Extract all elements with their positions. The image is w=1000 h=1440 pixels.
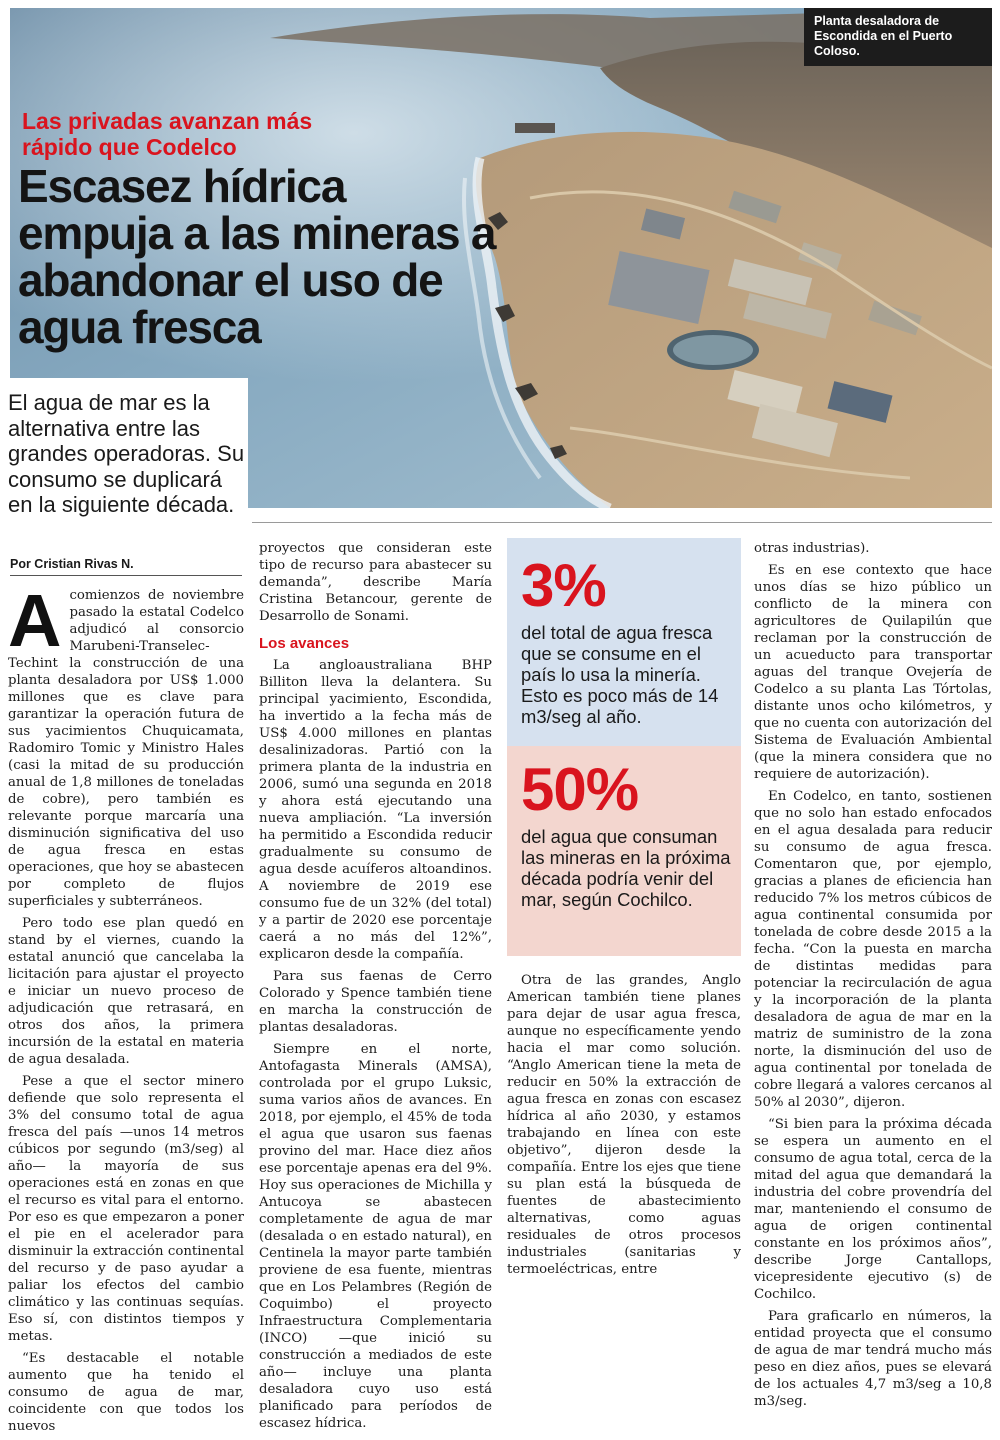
stat-description: del agua que consuman las mineras en la próxima década podría venir del mar, según Cochilco. xyxy=(521,826,731,910)
lead-text: El agua de mar es la alternativa entre las grandes operadoras. Su consumo se duplicará en la siguiente década. xyxy=(8,390,245,517)
paragraph: Otra de las grandes, Anglo American también tiene planes para dejar de usar agua fresca, aunque no específicamente yendo hacia el mar como solución. “Anglo American tiene la meta de reducir en 50% la extracción de agua fresca en zonas con escasez hídrica al año 2030, y estamos trabajando en línea con este objetivo”, dijeron desde la compañía. Entre los ejes que tiene su plan está la búsqueda de fuentes de abastecimiento alternativas, como aguas residuales de otros procesos industriales (sanitarias y termoeléctricas, entre xyxy=(507,973,741,1277)
paragraph: otras industrias). xyxy=(754,541,870,556)
article-column-4 xyxy=(754,540,992,1415)
stat-box-sea-water xyxy=(507,746,741,956)
paragraph: Para graficarlo en números, la entidad proyecta que el consumo de agua de mar tendrá mucho más peso en diez años, pues se elevará de los actuales 4,7 m3/seg a 10,8 m3/seg. xyxy=(754,1309,992,1409)
drop-cap: A xyxy=(8,579,62,662)
stat-box-fresh-water xyxy=(507,538,741,746)
photo-caption: Planta desaladora de Escondida en el Puerto Coloso. xyxy=(804,8,992,66)
article-column-3 xyxy=(507,972,741,1283)
article-column-2 xyxy=(259,540,492,1437)
stat-value: 3% xyxy=(521,552,606,619)
paragraph: Siempre en el norte, Antofagasta Minerals (AMSA), controlada por el grupo Luksic, suma varios años de avances. En 2018, por ejemplo, el 45% de toda el agua que usaron sus faenas provino del mar. Hace diez años ese porcentaje apenas era del 9%. Hoy sus operaciones de Michilla y Antucoya se abastecen completamente de agua de mar (desalada o en estado natural), en Centinela la mayor parte también proviene de esa fuente, mientras que en Los Pelambres (Región de Coquimbo) el proyecto Infraestructura Complementaria (INCO) —que inició su construcción a mediados de este año— incluye una planta desaladora cuyo uso está planificado para períodos de escasez hídrica. xyxy=(259,1042,492,1431)
byline: Por Cristian Rivas N. xyxy=(10,557,134,571)
paragraph: Pero todo ese plan quedó en stand by el viernes, cuando la estatal anunció que cancelaba la licitación para ajustar el proyecto e iniciar un nuevo proceso de adjudicación que retrasará, en otros dos años, la primera incursión de la estatal en materia de agua desalada. xyxy=(8,916,244,1067)
kicker: Las privadas avanzan más rápido que Codelco xyxy=(22,108,313,160)
headline: Escasez hídrica empuja a las mineras a abandonar el uso de agua fresca xyxy=(18,160,496,353)
paragraph: La angloaustraliana BHP Billiton lleva la delantera. Su principal yacimiento, Escondida, ha invertido a la fecha más de US$ 4.000 millones en plantas desalinizadoras. Partió con la primera planta de la industria en 2006, sumó una segunda en 2018 y ahora está ejecutando una nueva ampliación. “La inversión ha permitido a Escondida reducir gradualmente su consumo de agua desde acuíferos altoandinos. A noviembre de 2019 ese consumo fue de un 32% (del total) y a partir de 2020 ese porcentaje caerá a no más del 12%”, explicaron desde la compañía. xyxy=(259,658,492,962)
paragraph: Pese a que el sector minero defiende que solo representa el 3% del consumo total de agua fresca del país —unos 14 metros cúbicos por segundo (m3/seg) al año— la mayoría de sus operaciones está en zonas en que el recurso es vital para el entorno. Por eso es que empezaron a poner el pie en el acelerador para disminuir la extracción continental del recurso y de paso ayudar a paliar los efectos del cambio climático y las continuas sequías. Eso sí, con distintos tiempos y metas. xyxy=(8,1074,244,1344)
paragraph: Acomienzos de noviembre pasado la estatal Codelco adjudicó al consorcio Marubeni-Transelec-Techint la construcción de una planta desaladora por US$ 1.000 millones que es clave para garantizar la operación futura de sus yacimientos Chuquicamata, Radomiro Tomic y Ministro Hales (casi la mitad de su producción anual de 1,8 millones de toneladas de cobre), pero también es relevante porque marcaría una disminución significativa del uso de agua fresca en estas operaciones, que hoy se abastecen por completo de flujos superficiales y subterráneos. xyxy=(8,579,244,909)
section-subhead: Los avances xyxy=(259,635,350,652)
article-column-1 xyxy=(8,579,244,1440)
stat-description: del total de agua fresca que se consume en el país lo usa la minería. Esto es poco más de 14 m3/seg al año. xyxy=(521,622,719,727)
stat-value: 50% xyxy=(521,756,639,823)
paragraph: En Codelco, en tanto, sostienen que no solo han estado enfocados en el agua desalada para reducir su consumo de agua fresca. Comentaron que, por ejemplo, gracias a planes de eficiencia han reducido 7% los metros cúbicos de agua continental consumida por tonelada de cobre desde 2015 a la fecha. “Con la puesta en marcha de distintas medidas para potenciar la recirculación de agua y la incorporación de la planta desaladora de agua de mar en la matriz de suministro de la zona norte, la disminución del uso de agua continental por tonelada de cobre llegará a valores cercanos al 50% al 2030”, dijeron. xyxy=(754,789,992,1110)
paragraph: Es en ese contexto que hace unos días se hizo público un conflicto de la minera con agricultores de Quilapilún que reclaman por la construcción de un acueducto para transportar aguas del tranque Ovejería de Codelco a su planta Las Tórtolas, distante unos ocho kilómetros, y que no cuenta con autorización del Sistema de Evaluación Ambiental (que la minera considera que no requiere de autorización). xyxy=(754,563,992,782)
paragraph: “Es destacable el notable aumento que ha tenido el consumo de agua de mar, coincidente con que todos los nuevos xyxy=(8,1351,244,1434)
paragraph: “Si bien para la próxima década se espera un aumento en el consumo de agua total, cerca de la mitad del agua que demandará la industria del cobre provendría del mar, manteniendo el consumo de agua de origen continental constante en los próximos años”, describe Jorge Cantallops, vicepresidente ejecutivo (s) de Cochilco. xyxy=(754,1117,992,1302)
divider xyxy=(252,522,992,523)
paragraph: proyectos que consideran este tipo de recurso para abastecer su demanda”, describe María Cristina Betancour, gerente de Desarrollo de Sonami. xyxy=(259,541,492,624)
divider xyxy=(10,575,242,576)
paragraph: Para sus faenas de Cerro Colorado y Spence también tiene en marcha la construcción de plantas desaladoras. xyxy=(259,969,492,1035)
